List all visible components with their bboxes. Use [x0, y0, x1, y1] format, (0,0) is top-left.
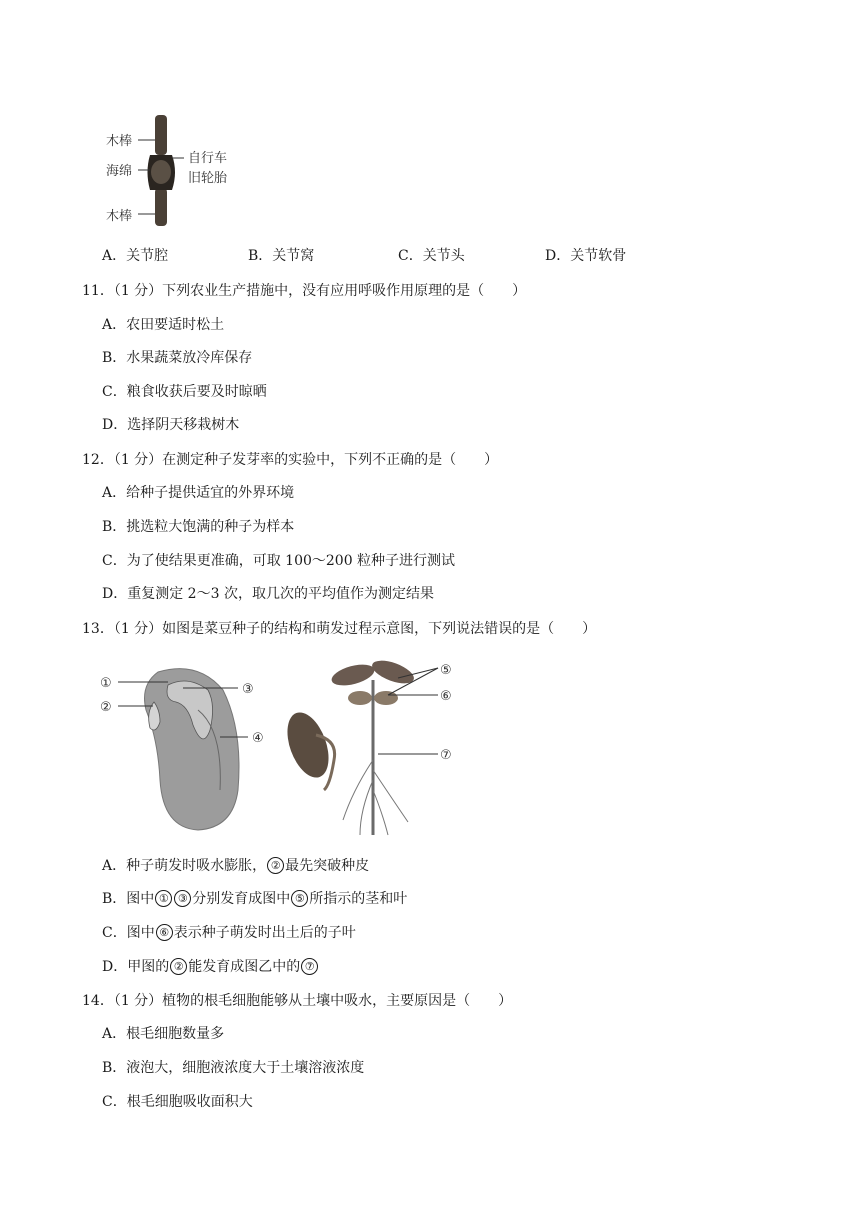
q14-option-b[interactable]: B．液泡大，细胞液浓度大于土壤溶液浓度 [102, 1060, 365, 1076]
q10-option-b[interactable]: B．关节窝 [248, 248, 315, 264]
q11-stem: 11．（1 分）下列农业生产措施中，没有应用呼吸作用原理的是（ ） [82, 283, 527, 299]
q12-option-c[interactable]: C．为了使结果更准确，可取 100～200 粒种子进行测试 [102, 553, 456, 569]
q11-option-a[interactable]: A．农田要适时松土 [102, 317, 225, 333]
label-tire-2: 旧轮胎 [188, 171, 228, 186]
q12-stem: 12．（1 分）在测定种子发芽率的实验中，下列不正确的是（ ） [82, 452, 499, 468]
label-wood-top: 木棒 [106, 134, 133, 149]
q10-option-c[interactable]: C．关节头 [398, 248, 465, 264]
q13-c-circled: ⑥ [156, 924, 173, 941]
q13-b-circled-1: ① [155, 890, 172, 907]
q14-stem: 14．（1 分）植物的根毛细胞能够从土壤中吸水，主要原因是（ ） [82, 993, 513, 1009]
q12-option-a[interactable]: A．给种子提供适宜的外界环境 [102, 485, 295, 501]
q11-option-c[interactable]: C．粮食收获后要及时晾晒 [102, 384, 267, 400]
q13-a-circled: ② [267, 857, 284, 874]
label-wood-bottom: 木棒 [106, 209, 133, 224]
q13-a-suffix: 最先突破种皮 [285, 858, 370, 874]
q13-d-circled-2: ⑦ [301, 958, 318, 975]
q12-option-b[interactable]: B．挑选粒大饱满的种子为样本 [102, 519, 295, 535]
fig13-label-3: ③ [242, 682, 254, 697]
fig13-label-4: ④ [252, 731, 264, 746]
q10-option-a[interactable]: A．关节腔 [102, 248, 169, 264]
q13-d-circled-1: ② [170, 958, 187, 975]
label-tire-1: 自行车 [188, 151, 228, 166]
q13-stem: 13．（1 分）如图是菜豆种子的结构和萌发过程示意图，下列说法错误的是（ ） [82, 621, 597, 637]
q11-option-d[interactable]: D．选择阴天移栽树木 [102, 417, 240, 433]
q13-c-prefix: C．图中 [102, 925, 155, 941]
q14-option-a[interactable]: A．根毛细胞数量多 [102, 1026, 225, 1042]
fig13-label-5: ⑤ [440, 663, 452, 678]
joint-model-figure [100, 110, 250, 230]
q14-option-c[interactable]: C．根毛细胞吸收面积大 [102, 1094, 253, 1110]
fig13-label-1: ① [100, 676, 112, 691]
q13-a-prefix: A．种子萌发时吸水膨胀， [102, 858, 267, 874]
label-sponge: 海绵 [106, 164, 133, 179]
q13-b-circled-2: ③ [174, 890, 191, 907]
q13-b-prefix: B．图中 [102, 891, 155, 907]
bean-seed-germination-figure [98, 650, 468, 840]
q13-option-c[interactable] [102, 922, 356, 942]
fig13-label-7: ⑦ [440, 748, 452, 763]
q13-b-circled-3: ⑤ [291, 890, 308, 907]
fig13-label-6: ⑥ [440, 689, 452, 704]
q10-option-d[interactable]: D．关节软骨 [545, 248, 627, 264]
q13-d-prefix: D．甲图的 [102, 959, 170, 975]
q13-b-suffix: 所指示的茎和叶 [309, 891, 408, 907]
q13-option-b[interactable] [102, 888, 407, 908]
q13-b-mid: 分别发育成图中 [192, 891, 291, 907]
q13-option-d[interactable] [102, 956, 319, 976]
q13-d-mid: 能发育成图乙中的 [188, 959, 301, 975]
fig13-label-2: ② [100, 700, 112, 715]
q13-c-suffix: 表示种子萌发时出土后的子叶 [173, 925, 356, 941]
q13-option-a[interactable] [102, 855, 369, 875]
q12-option-d[interactable]: D．重复测定 2～3 次，取几次的平均值作为测定结果 [102, 586, 434, 602]
q11-option-b[interactable]: B．水果蔬菜放冷库保存 [102, 350, 253, 366]
